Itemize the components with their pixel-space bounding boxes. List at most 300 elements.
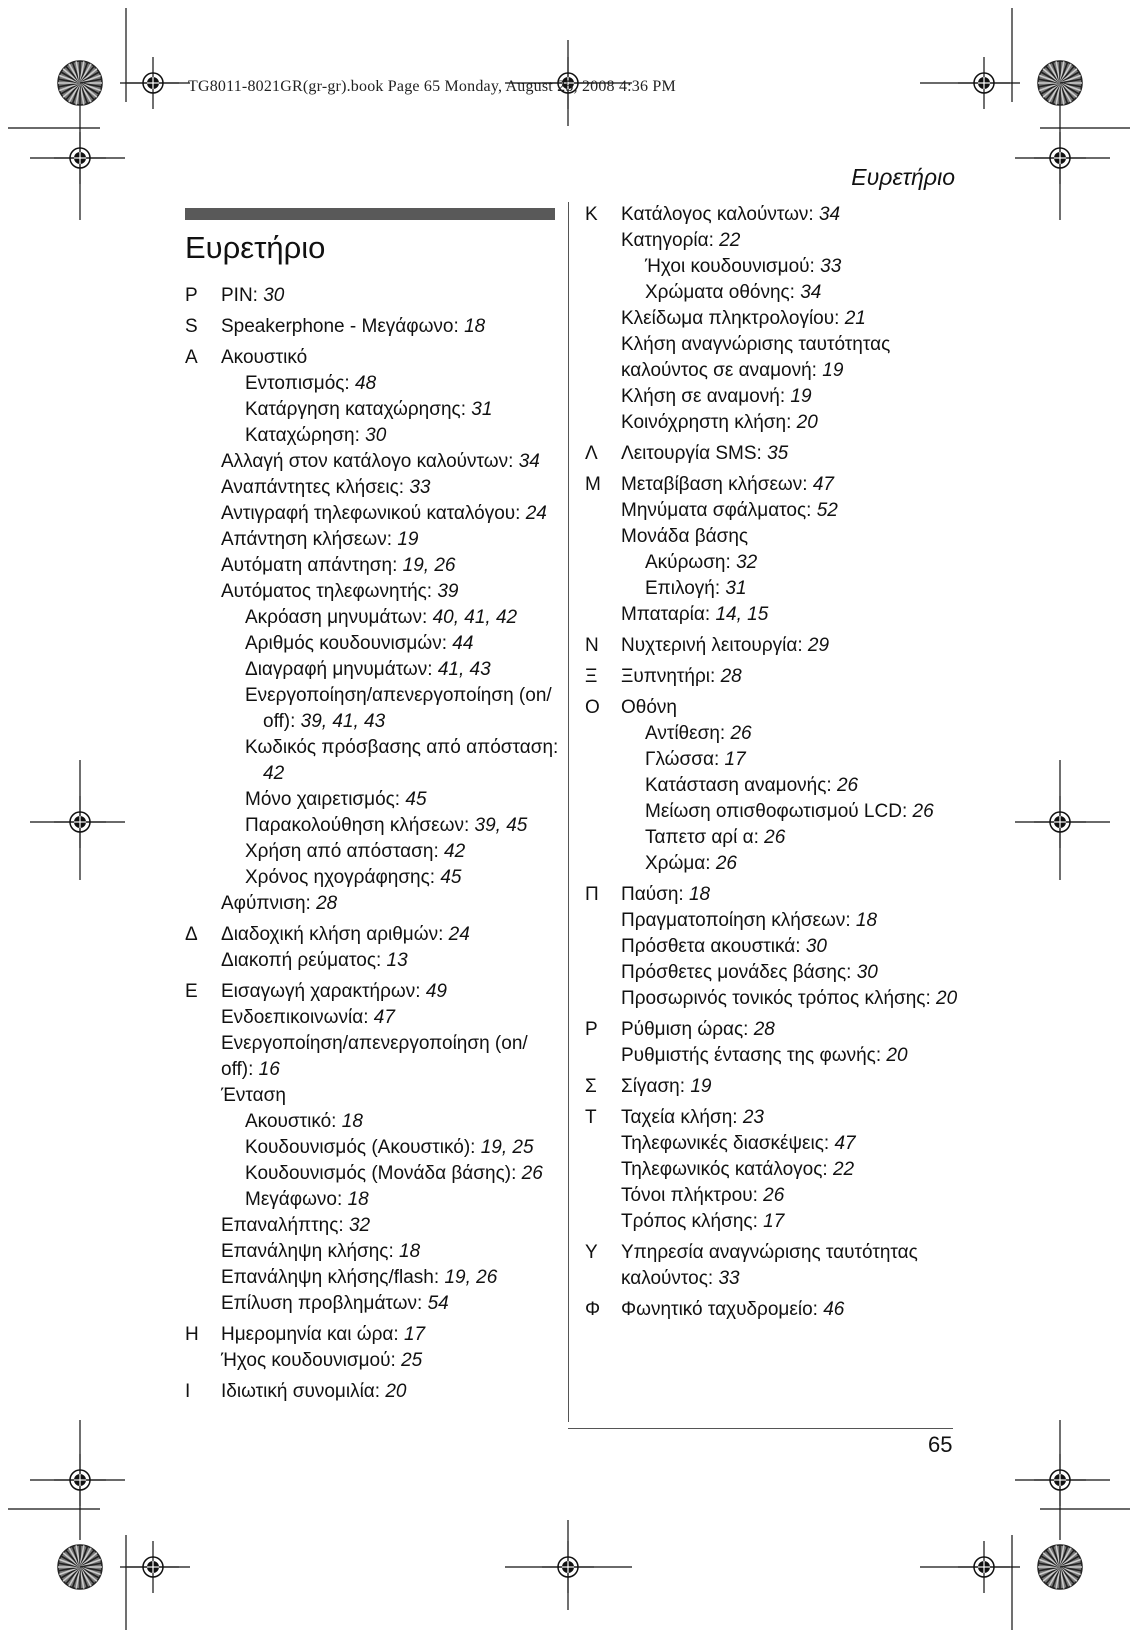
index-entry: [621, 384, 965, 410]
index-entry: [221, 1187, 555, 1213]
index-entry: [621, 799, 965, 825]
index-entry: [221, 683, 555, 709]
index-entry-text: Νυχτερινή λειτουργία:: [621, 635, 808, 656]
index-entry-text: Σίγαση:: [621, 1076, 691, 1097]
index-entry-text: Ιδιωτική συνομιλία:: [221, 1381, 386, 1402]
index-entry-text: Speakerphone - Μεγάφωνο:: [221, 316, 465, 337]
index-entry-text: Ταπετσ αρί α:: [645, 827, 765, 848]
index-letter: I: [185, 1381, 191, 1402]
index-entry-text: off):: [263, 711, 301, 732]
index-entry-pages: 20: [796, 412, 818, 433]
index-entry-text: Κλήση αναγνώρισης ταυτότητας: [621, 334, 891, 355]
index-entry-text: Ενδοεπικοινωνία:: [221, 1007, 374, 1028]
index-letter-group: [585, 1105, 965, 1235]
index-entry-pages: 19, 25: [480, 1137, 534, 1158]
page-title: Ευρετήριο: [185, 230, 326, 265]
index-letter: T: [585, 1107, 597, 1128]
index-entry-pages: 33: [409, 477, 431, 498]
index-entry-text: off):: [221, 1059, 259, 1080]
index-entry-pages: 26: [836, 775, 859, 796]
index-letter-group: [585, 633, 965, 659]
index-entry: [221, 371, 555, 397]
index-entry: [621, 306, 965, 332]
index-entry: [221, 553, 555, 579]
index-entry-pages: 26: [521, 1163, 543, 1184]
index-entry-pages: 47: [834, 1133, 856, 1154]
index-entry: [621, 441, 965, 467]
index-letter-group: [585, 1074, 965, 1100]
index-entry: [221, 345, 555, 371]
index-entry: [621, 1266, 965, 1292]
index-entry-pages: 22: [832, 1159, 855, 1180]
index-letter: Δ: [185, 924, 198, 945]
index-entry-pages: 32: [348, 1215, 371, 1236]
index-entry: [621, 1183, 965, 1209]
index-entry-text: Κωδικός πρόσβασης από απόσταση:: [245, 737, 559, 758]
index-entry-pages: 48: [355, 373, 377, 394]
index-entry: [221, 891, 555, 917]
index-entry: [621, 773, 965, 799]
index-entry-pages: 17: [763, 1211, 785, 1232]
index-entry: [621, 882, 965, 908]
index-entry-text: Οθόνη: [621, 697, 677, 718]
index-entry: [221, 1083, 555, 1109]
index-entry: [221, 314, 555, 340]
index-entry-text: Διαδοχική κλήση αριθμών:: [221, 924, 449, 945]
index-entry-text: Ακουστικό: [221, 347, 308, 368]
index-entry-text: Μείωση οπισθοφωτισμού LCD:: [645, 801, 913, 822]
index-entry: [221, 1291, 555, 1317]
index-letter: N: [585, 635, 599, 656]
index-entry-text: Τρόπος κλήσης:: [621, 1211, 764, 1232]
index-entry-pages: 14, 15: [715, 604, 769, 625]
index-entry-text: Λειτουργία SMS:: [621, 443, 768, 464]
index-letter-group: [185, 314, 555, 340]
registration-target-icon: [958, 57, 1010, 109]
index-entry: [621, 472, 965, 498]
index-entry-text: Ημερομηνία και ώρα:: [221, 1324, 404, 1345]
index-entry-text: καλούντος:: [621, 1268, 719, 1289]
index-entry-text: Πρόσθετες μονάδες βάσης:: [621, 962, 857, 983]
index-letter: E: [185, 981, 198, 1002]
index-entry-text: Εισαγωγή χαρακτήρων:: [221, 981, 426, 1002]
index-letter-group: [585, 1297, 965, 1323]
index-entry: [221, 579, 555, 605]
index-entry: [221, 283, 555, 309]
index-entry-pages: 39: [437, 581, 459, 602]
index-entry: [621, 1043, 965, 1069]
index-entry: [621, 498, 965, 524]
index-column-right: [585, 202, 965, 1323]
index-entry: [621, 747, 965, 773]
index-entry-text: Αριθμός κουδουνισμών:: [245, 633, 453, 654]
index-entry-text: Μονάδα βάσης: [621, 526, 749, 547]
index-entry-pages: 20: [886, 1045, 908, 1066]
index-entry: [221, 839, 555, 865]
index-entry-text: καλούντος σε αναμονή:: [621, 360, 823, 381]
index-entry-pages: 28: [753, 1019, 775, 1040]
registration-target-icon: [542, 1541, 594, 1593]
index-entry: [221, 1265, 555, 1291]
registration-target-icon: [54, 132, 106, 184]
index-entry: [221, 1348, 555, 1374]
index-entry-text: Επανάληψη κλήσης/flash:: [221, 1267, 445, 1288]
index-entry-text: Ακουστικό:: [245, 1111, 342, 1132]
index-letter: P: [585, 1019, 598, 1040]
index-entry-text: Επίλυση προβλημάτων:: [221, 1293, 428, 1314]
index-entry-text: Επανάληψη κλήσης:: [221, 1241, 400, 1262]
index-entry-pages: 42: [263, 763, 285, 784]
index-entry-pages: 34: [818, 204, 841, 225]
index-entry-text: Ξυπνητήρι:: [621, 666, 721, 687]
index-entry-text: Κλείδωμα πληκτρολογίου:: [621, 308, 845, 329]
index-entry: [221, 501, 555, 527]
index-entry: [621, 1074, 965, 1100]
index-entry-pages: 18: [347, 1189, 369, 1210]
index-entry-pages: 26: [730, 723, 752, 744]
index-letter: M: [585, 474, 601, 495]
index-entry-pages: 54: [427, 1293, 449, 1314]
index-entry-text: Χρήση από απόσταση:: [245, 841, 445, 862]
index-entry-pages: 26: [912, 801, 934, 822]
index-entry: [221, 1322, 555, 1348]
index-entry-text: Διαγραφή μηνυμάτων:: [245, 659, 438, 680]
index-entry-pages: 30: [805, 936, 827, 957]
print-info-line: TG8011-8021GR(gr-gr).book Page 65 Monday, August 25, 2008 4:36 PM: [188, 78, 676, 95]
index-entry-pages: 16: [258, 1059, 280, 1080]
index-entry: [221, 1135, 555, 1161]
index-letter: Ξ: [585, 666, 598, 687]
index-entry-text: Χρώματα οθόνης:: [645, 282, 801, 303]
index-entry-pages: 30: [365, 425, 387, 446]
index-entry-pages: 17: [724, 749, 746, 770]
index-entry-pages: 28: [720, 666, 742, 687]
index-entry: [621, 410, 965, 436]
index-entry: [621, 280, 965, 306]
title-bar: [185, 208, 555, 220]
index-letter-group: [185, 1379, 555, 1405]
index-entry-text: Χρώμα:: [645, 853, 716, 874]
index-entry: [221, 1005, 555, 1031]
index-entry: [221, 735, 559, 761]
index-entry-pages: 34: [518, 451, 540, 472]
index-entry-pages: 19, 26: [444, 1267, 498, 1288]
index-entry: [621, 576, 965, 602]
index-entry-text: Κατάλογος καλούντων:: [621, 204, 819, 225]
index-entry: [221, 1057, 555, 1083]
index-entry-pages: 31: [725, 578, 747, 599]
index-entry-pages: 18: [855, 910, 878, 931]
index-entry-pages: 31: [471, 399, 493, 420]
index-entry-text: Εντοπισμός:: [245, 373, 355, 394]
index-entry-pages: 23: [742, 1107, 764, 1128]
starburst-target-icon: [1038, 61, 1082, 105]
index-entry: [621, 851, 965, 877]
index-letter-group: [585, 882, 965, 1012]
index-entry-text: Ρυθμιστής έντασης της φωνής:: [621, 1045, 887, 1066]
index-entry-text: Επαναλήπτης:: [221, 1215, 349, 1236]
index-entry-pages: 41, 43: [437, 659, 491, 680]
index-letter: Π: [585, 884, 599, 905]
starburst-target-icon: [1038, 1545, 1082, 1589]
index-entry: [621, 1157, 965, 1183]
index-entry-text: Ακύρωση:: [645, 552, 737, 573]
index-entry-text: Κατηγορία:: [621, 230, 720, 251]
running-header: Ευρετήριο: [851, 164, 955, 190]
index-entry-pages: 28: [316, 893, 338, 914]
index-entry: [621, 202, 965, 228]
registration-target-icon: [958, 1541, 1010, 1593]
index-entry: [621, 228, 965, 254]
index-entry-text: PIN:: [221, 285, 264, 306]
index-entry: [621, 332, 965, 358]
index-entry: [221, 657, 555, 683]
index-entry-pages: 30: [856, 962, 878, 983]
index-letter-group: [185, 1322, 555, 1374]
index-entry: [221, 1379, 555, 1405]
index-letter-group: [585, 472, 965, 628]
index-letter: K: [585, 204, 598, 225]
index-entry: [621, 986, 965, 1012]
index-letter: Φ: [585, 1299, 601, 1320]
index-entry: [221, 527, 555, 553]
starburst-target-icon: [58, 61, 102, 105]
index-entry-pages: 18: [399, 1241, 421, 1262]
index-entry: [621, 908, 965, 934]
index-letter-group: [185, 283, 555, 309]
index-entry: [221, 865, 555, 891]
index-entry-pages: 19, 26: [402, 555, 456, 576]
index-entry-pages: 35: [767, 443, 789, 464]
index-entry-pages: 49: [425, 981, 447, 1002]
index-letter-group: [185, 345, 559, 917]
index-entry-text: Διακοπή ρεύματος:: [221, 950, 387, 971]
index-entry: [621, 1105, 965, 1131]
index-entry: [621, 1297, 965, 1323]
index-entry-pages: 33: [820, 256, 842, 277]
index-entry-pages: 42: [444, 841, 466, 862]
index-entry: [221, 1109, 555, 1135]
index-entry-pages: 17: [403, 1324, 426, 1345]
index-entry: [221, 979, 555, 1005]
index-letter: S: [185, 316, 198, 337]
index-entry-text: Επιλογή:: [645, 578, 726, 599]
index-entry-pages: 26: [763, 1185, 785, 1206]
index-entry: [221, 1161, 555, 1187]
registration-target-icon: [54, 796, 106, 848]
index-letter-group: [585, 1017, 965, 1069]
index-letter: H: [185, 1324, 199, 1345]
index-entry-text: Αυτόματη απάντηση:: [221, 555, 403, 576]
index-entry-text: Αναπάντητες κλήσεις:: [221, 477, 410, 498]
index-entry: [621, 960, 965, 986]
index-entry: [221, 423, 555, 449]
index-entry-pages: 45: [405, 789, 427, 810]
index-entry-text: Χρόνος ηχογράφησης:: [245, 867, 441, 888]
index-entry-pages: 26: [715, 853, 737, 874]
index-entry: [621, 1131, 965, 1157]
registration-target-icon: [1034, 796, 1086, 848]
index-entry: [221, 631, 555, 657]
index-entry-text: Τηλεφωνικός κατάλογος:: [621, 1159, 833, 1180]
index-entry: [621, 934, 965, 960]
index-entry-text: Ήχος κουδουνισμού:: [221, 1350, 402, 1371]
index-entry-pages: 22: [719, 230, 741, 251]
index-entry-text: Προσωρινός τονικός τρόπος κλήσης:: [621, 988, 937, 1009]
index-letter-group: [585, 441, 965, 467]
index-entry: [621, 1240, 965, 1266]
index-entry-text: Τόνοι πλήκτρου:: [621, 1185, 764, 1206]
index-entry-text: Μεγάφωνο:: [245, 1189, 348, 1210]
index-letter-group: [185, 922, 555, 974]
index-entry-pages: 47: [812, 474, 834, 495]
index-column-left: [185, 283, 559, 1405]
index-letter-group: [585, 664, 965, 690]
index-entry-text: Καταχώρηση:: [245, 425, 366, 446]
index-entry-text: Αυτόματος τηλεφωνητής:: [221, 581, 438, 602]
index-entry-pages: 46: [823, 1299, 845, 1320]
index-letter-group: [585, 1240, 965, 1292]
index-entry: [621, 602, 965, 628]
index-letter: Y: [585, 1242, 598, 1263]
index-entry: [621, 695, 965, 721]
index-entry-pages: 18: [464, 316, 486, 337]
index-entry: [621, 254, 965, 280]
index-entry-text: Κλήση σε αναμονή:: [621, 386, 791, 407]
index-entry: [221, 1213, 555, 1239]
index-entry-text: Μηνύματα σφάλματος:: [621, 500, 817, 521]
index-letter-group: [185, 979, 555, 1317]
column-divider: [568, 202, 569, 1422]
index-entry-text: Ακρόαση μηνυμάτων:: [245, 607, 433, 628]
index-entry: [621, 721, 965, 747]
starburst-target-icon: [58, 1545, 102, 1589]
registration-target-icon: [54, 1454, 106, 1506]
index-entry-pages: 30: [263, 285, 285, 306]
index-entry-text: Κατάργηση καταχώρησης:: [245, 399, 472, 420]
index-entry-text: Ενεργοποίηση/απενεργοποίηση (on/: [221, 1033, 528, 1054]
index-entry-pages: 52: [816, 500, 838, 521]
index-entry-text: Ταχεία κλήση:: [621, 1107, 743, 1128]
index-entry-text: Παύση:: [621, 884, 689, 905]
index-entry: [221, 813, 555, 839]
index-entry-pages: 39, 45: [474, 815, 528, 836]
index-entry-pages: 34: [800, 282, 822, 303]
index-entry-pages: 39, 41, 43: [300, 711, 386, 732]
index-entry: [221, 709, 555, 735]
index-entry-text: Ένταση: [221, 1085, 286, 1106]
index-entry-text: Τηλεφωνικές διασκέψεις:: [621, 1133, 835, 1154]
index-entry-text: Κουδουνισμός (Μονάδα βάσης):: [245, 1163, 522, 1184]
index-entry-pages: 33: [718, 1268, 740, 1289]
registration-target-icon: [1034, 1454, 1086, 1506]
index-letter: P: [185, 285, 198, 306]
index-entry-pages: 19: [690, 1076, 712, 1097]
index-entry-text: Μεταβίβαση κλήσεων:: [621, 474, 813, 495]
index-entry-text: Απάντηση κλήσεων:: [221, 529, 398, 550]
index-entry-pages: 26: [764, 827, 786, 848]
index-entry-text: Αντίθεση:: [645, 723, 731, 744]
registration-target-icon: [127, 1541, 179, 1593]
index-entry-pages: 24: [448, 924, 470, 945]
index-letter: O: [585, 697, 600, 718]
index-entry-pages: 13: [386, 950, 408, 971]
index-entry-text: Κοινόχρηστη κλήση:: [621, 412, 797, 433]
index-entry-text: Αντιγραφή τηλεφωνικού καταλόγου:: [221, 503, 526, 524]
index-entry-text: Πρόσθετα ακουστικά:: [621, 936, 806, 957]
index-entry-pages: 40, 41, 42: [432, 607, 518, 628]
index-entry: [621, 550, 965, 576]
index-entry-text: Αφύπνιση:: [221, 893, 317, 914]
index-entry: [221, 922, 555, 948]
page-number: 65: [928, 1432, 953, 1457]
index-entry-pages: 19: [397, 529, 419, 550]
index-entry-text: Μπαταρία:: [621, 604, 716, 625]
index-entry: [221, 397, 555, 423]
index-entry-text: Κουδουνισμός (Ακουστικό):: [245, 1137, 481, 1158]
index-entry-pages: 18: [688, 884, 711, 905]
index-entry: [621, 524, 965, 550]
index-entry: [621, 825, 965, 851]
index-entry-pages: 24: [525, 503, 547, 524]
index-letter-group: [585, 202, 965, 436]
index-entry-pages: 20: [385, 1381, 407, 1402]
registration-target-icon: [127, 57, 179, 109]
index-entry: [221, 948, 555, 974]
index-entry: [621, 1017, 965, 1043]
index-entry: [621, 1209, 965, 1235]
index-letter: Σ: [585, 1076, 597, 1097]
index-entry: [221, 605, 555, 631]
index-entry: [621, 358, 965, 384]
index-letter-group: [585, 695, 965, 877]
index-entry-pages: 47: [373, 1007, 395, 1028]
index-entry-text: Γλώσσα:: [645, 749, 725, 770]
index-entry-text: Ήχοι κουδουνισμού:: [645, 256, 821, 277]
index-entry: [221, 761, 555, 787]
index-entry-pages: 19: [822, 360, 844, 381]
index-entry-text: Ενεργοποίηση/απενεργοποίηση (on/: [245, 685, 552, 706]
index-letter: A: [185, 347, 198, 368]
index-entry: [621, 664, 965, 690]
index-entry-pages: 19: [790, 386, 812, 407]
index-entry-text: Υπηρεσία αναγνώρισης ταυτότητας: [621, 1242, 918, 1263]
index-entry-pages: 29: [807, 635, 830, 656]
index-entry-text: Πραγματοποίηση κλήσεων:: [621, 910, 856, 931]
index-entry: [221, 1239, 555, 1265]
index-entry: [221, 449, 555, 475]
index-entry: [221, 787, 555, 813]
index-entry-pages: 44: [452, 633, 474, 654]
index-entry-text: Κατάσταση αναμονής:: [645, 775, 837, 796]
index-entry: [221, 475, 555, 501]
index-entry-text: Μόνο χαιρετισμός:: [245, 789, 406, 810]
registration-target-icon: [1034, 132, 1086, 184]
index-entry-pages: 20: [936, 988, 958, 1009]
index-entry-pages: 32: [736, 552, 758, 573]
footer-rule: [568, 1428, 953, 1429]
index-entry-text: Αλλαγή στον κατάλογο καλούντων:: [221, 451, 519, 472]
index-entry: [621, 633, 965, 659]
index-entry-pages: 18: [341, 1111, 363, 1132]
index-entry-text: Φωνητικό ταχυδρομείο:: [621, 1299, 824, 1320]
index-entry-text: Παρακολούθηση κλήσεων:: [245, 815, 475, 836]
index-entry: [221, 1031, 555, 1057]
index-entry-pages: 21: [844, 308, 866, 329]
index-entry-pages: 25: [401, 1350, 423, 1371]
index-entry-pages: 45: [440, 867, 462, 888]
index-letter: Λ: [585, 443, 598, 464]
